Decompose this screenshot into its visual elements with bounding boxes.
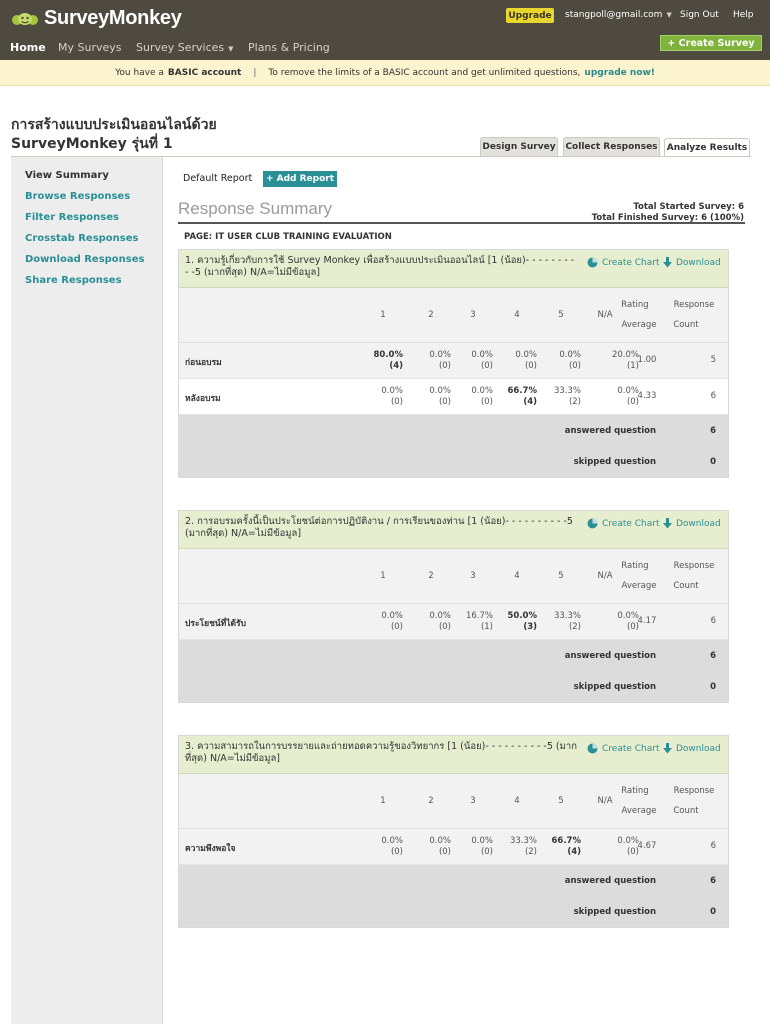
download-label: Download	[676, 257, 721, 268]
sidebar-item-view-summary[interactable]: View Summary	[25, 170, 109, 181]
column-label-response: Response	[673, 300, 715, 310]
notice-separator: |	[253, 67, 257, 78]
response-cell	[359, 386, 403, 408]
response-cell	[493, 836, 537, 858]
survey-title-line2: SurveyMonkey รุ่นที่ 1	[11, 136, 173, 152]
column-header	[179, 288, 728, 343]
skipped-value: 0	[710, 907, 716, 917]
response-cell	[449, 836, 493, 858]
response-cell	[359, 611, 403, 633]
skipped-label: skipped question	[573, 907, 656, 917]
tab-collect-responses[interactable]: Collect Responses	[563, 137, 660, 156]
response-cell	[595, 836, 639, 858]
response-percent: 0.0%	[381, 836, 403, 846]
response-count: (0)	[390, 397, 403, 407]
response-count: (0)	[390, 847, 403, 857]
rating-average: 4.33	[637, 391, 657, 401]
response-cell	[359, 836, 403, 858]
column-label-c4: 4	[514, 310, 520, 320]
pie-chart-icon	[587, 518, 598, 529]
response-count: (4)	[567, 847, 581, 857]
total-finished: Total Finished Survey: 6 (100%)	[591, 212, 744, 223]
nav-my-surveys[interactable]: My Surveys	[58, 41, 122, 54]
answered-value: 6	[710, 876, 716, 886]
skipped-value: 0	[710, 682, 716, 692]
logo-text: SurveyMonkey	[44, 7, 182, 29]
question-block	[178, 249, 729, 478]
sidebar-item-download-responses[interactable]: Download Responses	[25, 254, 145, 265]
response-cell	[493, 350, 537, 372]
response-count: (3)	[523, 622, 537, 632]
create-chart-label: Create Chart	[602, 257, 660, 268]
skipped-value: 0	[710, 457, 716, 467]
sidebar-item-share-responses[interactable]: Share Responses	[25, 275, 122, 286]
table-row	[179, 604, 728, 640]
sidebar-item-filter-responses[interactable]: Filter Responses	[25, 212, 119, 223]
answered-label: answered question	[564, 876, 656, 886]
response-percent: 66.7%	[551, 836, 581, 846]
survey-title	[11, 116, 311, 154]
response-cell	[537, 386, 581, 408]
column-label-response: Response	[673, 786, 715, 796]
sidebar-item-crosstab-responses[interactable]: Crosstab Responses	[25, 233, 139, 244]
monkey-logo-icon	[10, 9, 40, 29]
skipped-row	[179, 446, 728, 477]
column-label-c1: 1	[380, 796, 386, 806]
sign-out-link[interactable]: Sign Out	[680, 10, 719, 20]
answered-label: answered question	[564, 651, 656, 661]
row-label: ก่อนอบรม	[185, 358, 222, 368]
column-label-rating: Rating	[621, 786, 649, 796]
page-label: PAGE: IT USER CLUB TRAINING EVALUATION	[184, 232, 392, 242]
response-count-total: 6	[710, 841, 716, 851]
answered-label: answered question	[564, 426, 656, 436]
response-count: (2)	[524, 847, 537, 857]
response-count: (2)	[568, 622, 581, 632]
response-count: (0)	[438, 847, 451, 857]
response-count-total: 6	[710, 391, 716, 401]
response-count: (0)	[480, 397, 493, 407]
response-count: (0)	[438, 397, 451, 407]
download-button[interactable]	[663, 743, 721, 754]
column-label-average: Average	[621, 806, 657, 816]
response-count-total: 6	[710, 616, 716, 626]
response-percent: 33.3%	[553, 611, 581, 621]
skipped-row	[179, 896, 728, 927]
create-chart-button[interactable]	[587, 257, 660, 268]
rating-average: 1.00	[637, 355, 657, 365]
column-label-na: N/A	[597, 310, 613, 320]
response-count: (0)	[626, 397, 639, 407]
response-percent: 16.7%	[465, 611, 493, 621]
response-cell	[407, 611, 451, 633]
response-percent: 0.0%	[559, 350, 581, 360]
survey-totals	[592, 202, 744, 223]
notice-account: BASIC account	[167, 67, 242, 78]
question-title: 1. ความรู้เกี่ยวกับการใช้ Survey Monkey เพื่อสร้างแบบประเมินออนไลน์ [1 (น้อย)- - - - - - - - - -5 (มากที่สุด) N/A=ไม่มีข้อมูล]	[185, 255, 575, 278]
total-started: Total Started Survey: 6	[633, 202, 744, 212]
response-cell	[359, 350, 403, 372]
column-label-average: Average	[621, 581, 657, 591]
tab-design-survey[interactable]: Design Survey	[480, 137, 558, 156]
response-percent: 0.0%	[471, 836, 493, 846]
response-cell	[449, 350, 493, 372]
column-label-c2: 2	[428, 796, 434, 806]
response-percent: 0.0%	[471, 386, 493, 396]
response-percent: 80.0%	[373, 350, 403, 360]
question-title: 2. การอบรมครั้งนี้เป็นประโยชน์ต่อการปฏิบัติงาน / การเรียนของท่าน [1 (น้อย)- - - - - - - - - -5 (มากที่สุด) N/A=ไม่มีข้อมูล]	[185, 516, 573, 539]
top-header	[0, 0, 770, 60]
skipped-row	[179, 671, 728, 702]
response-count: (1)	[480, 622, 493, 632]
column-label-c2: 2	[428, 571, 434, 581]
row-label: ประโยชน์ที่ได้รับ	[185, 619, 247, 629]
column-label-average: Average	[621, 320, 657, 330]
question-title: 3. ความสามารถในการบรรยายและถ่ายทอดความรู้ของวิทยากร [1 (น้อย)- - - - - - - - - -5 (มากที่สุด) N/A=ไม่มีข้อมูล]	[185, 741, 577, 764]
response-percent: 50.0%	[507, 611, 537, 621]
chevron-down-icon: ▼	[228, 45, 234, 53]
column-label-count: Count	[673, 320, 699, 330]
response-percent: 0.0%	[471, 350, 493, 360]
response-cell	[493, 611, 537, 633]
row-label: หลังอบรม	[185, 394, 221, 404]
download-arrow-icon	[663, 518, 672, 529]
create-survey-button[interactable]: + Create Survey	[660, 35, 762, 51]
surveymonkey-logo[interactable]	[10, 7, 182, 30]
response-percent: 0.0%	[617, 386, 639, 396]
response-cell	[493, 386, 537, 408]
response-count: (0)	[626, 847, 639, 857]
create-chart-button[interactable]	[587, 518, 660, 529]
column-label-c1: 1	[380, 571, 386, 581]
skipped-label: skipped question	[573, 682, 656, 692]
pie-chart-icon	[587, 257, 598, 268]
response-count: (1)	[626, 361, 639, 371]
column-label-c3: 3	[470, 571, 476, 581]
summary-divider	[178, 222, 745, 224]
default-report-label[interactable]: Default Report	[183, 173, 253, 184]
analyze-sidebar	[11, 157, 163, 1024]
response-percent: 0.0%	[429, 386, 451, 396]
create-chart-button[interactable]	[587, 743, 660, 754]
column-label-c2: 2	[428, 310, 434, 320]
tab-analyze-results[interactable]: Analyze Results	[664, 138, 750, 157]
response-count: (0)	[438, 361, 451, 371]
column-label-c4: 4	[514, 796, 520, 806]
response-percent: 33.3%	[553, 386, 581, 396]
account-notice	[0, 60, 770, 86]
column-label-c5: 5	[558, 571, 564, 581]
upgrade-now-link[interactable]: upgrade now!	[584, 67, 655, 78]
response-percent: 0.0%	[429, 611, 451, 621]
response-percent: 0.0%	[515, 350, 537, 360]
skipped-label: skipped question	[573, 457, 656, 467]
response-count: (4)	[389, 361, 403, 371]
nav-survey-services[interactable]	[136, 41, 234, 54]
response-cell	[537, 611, 581, 633]
response-cell	[407, 836, 451, 858]
answered-value: 6	[710, 426, 716, 436]
account-email: stangpoll@gmail.com	[565, 10, 663, 20]
nav-plans-pricing[interactable]: Plans & Pricing	[248, 41, 330, 54]
account-menu[interactable]	[565, 10, 672, 20]
download-arrow-icon	[663, 743, 672, 754]
response-count: (0)	[626, 622, 639, 632]
response-percent: 0.0%	[381, 386, 403, 396]
column-label-c3: 3	[470, 796, 476, 806]
response-cell	[537, 836, 581, 858]
column-label-c5: 5	[558, 796, 564, 806]
column-label-rating: Rating	[621, 300, 649, 310]
notice-text: To remove the limits of a BASIC account and get unlimited questions,	[268, 67, 581, 78]
response-count: (0)	[568, 361, 581, 371]
help-link[interactable]: Help	[733, 10, 754, 20]
response-summary-heading: Response Summary	[178, 199, 333, 218]
response-percent: 0.0%	[429, 836, 451, 846]
column-header	[179, 549, 728, 604]
sidebar-item-browse-responses[interactable]: Browse Responses	[25, 191, 131, 202]
response-cell	[407, 350, 451, 372]
nav-home[interactable]: Home	[10, 41, 46, 54]
response-cell	[537, 350, 581, 372]
response-count: (0)	[438, 622, 451, 632]
column-label-count: Count	[673, 806, 699, 816]
column-label-c5: 5	[558, 310, 564, 320]
table-row	[179, 343, 728, 379]
download-button[interactable]	[663, 257, 721, 268]
question-block	[178, 510, 729, 703]
column-label-response: Response	[673, 561, 715, 571]
question-header	[179, 736, 728, 774]
response-cell	[595, 350, 639, 372]
response-percent: 20.0%	[611, 350, 639, 360]
table-row	[179, 829, 728, 865]
answered-row	[179, 865, 728, 896]
column-label-rating: Rating	[621, 561, 649, 571]
column-label-c3: 3	[470, 310, 476, 320]
answered-row	[179, 640, 728, 671]
table-row	[179, 379, 728, 415]
survey-title-line1: การสร้างแบบประเมินออนไลน์ด้วย	[11, 117, 217, 133]
chevron-down-icon: ▼	[666, 11, 672, 19]
response-cell	[449, 611, 493, 633]
response-cell	[595, 386, 639, 408]
pie-chart-icon	[587, 743, 598, 754]
response-cell	[449, 386, 493, 408]
response-count: (0)	[480, 361, 493, 371]
create-chart-label: Create Chart	[602, 743, 660, 754]
response-percent: 0.0%	[617, 611, 639, 621]
column-label-na: N/A	[597, 571, 613, 581]
column-label-count: Count	[673, 581, 699, 591]
upgrade-button[interactable]: Upgrade	[506, 8, 554, 23]
question-header	[179, 511, 728, 549]
column-header	[179, 774, 728, 829]
response-percent: 0.0%	[429, 350, 451, 360]
answered-row	[179, 415, 728, 446]
response-percent: 0.0%	[617, 836, 639, 846]
add-report-button[interactable]: + Add Report	[263, 171, 337, 187]
response-cell	[407, 386, 451, 408]
response-percent: 0.0%	[381, 611, 403, 621]
download-label: Download	[676, 518, 721, 529]
response-count: (4)	[523, 397, 537, 407]
response-cell	[595, 611, 639, 633]
column-label-na: N/A	[597, 796, 613, 806]
response-count-total: 5	[710, 355, 716, 365]
answered-value: 6	[710, 651, 716, 661]
download-label: Download	[676, 743, 721, 754]
response-count: (2)	[568, 397, 581, 407]
create-chart-label: Create Chart	[602, 518, 660, 529]
download-arrow-icon	[663, 257, 672, 268]
response-percent: 66.7%	[507, 386, 537, 396]
response-count: (0)	[390, 622, 403, 632]
nav-survey-services-label: Survey Services	[136, 41, 225, 54]
rating-average: 4.17	[637, 616, 657, 626]
response-percent: 33.3%	[509, 836, 537, 846]
response-count: (0)	[480, 847, 493, 857]
rating-average: 4.67	[637, 841, 657, 851]
question-header	[179, 250, 728, 288]
response-count: (0)	[524, 361, 537, 371]
notice-prefix: You have a	[115, 67, 164, 78]
column-label-c1: 1	[380, 310, 386, 320]
question-block	[178, 735, 729, 928]
download-button[interactable]	[663, 518, 721, 529]
row-label: ความพึงพอใจ	[185, 844, 236, 854]
column-label-c4: 4	[514, 571, 520, 581]
